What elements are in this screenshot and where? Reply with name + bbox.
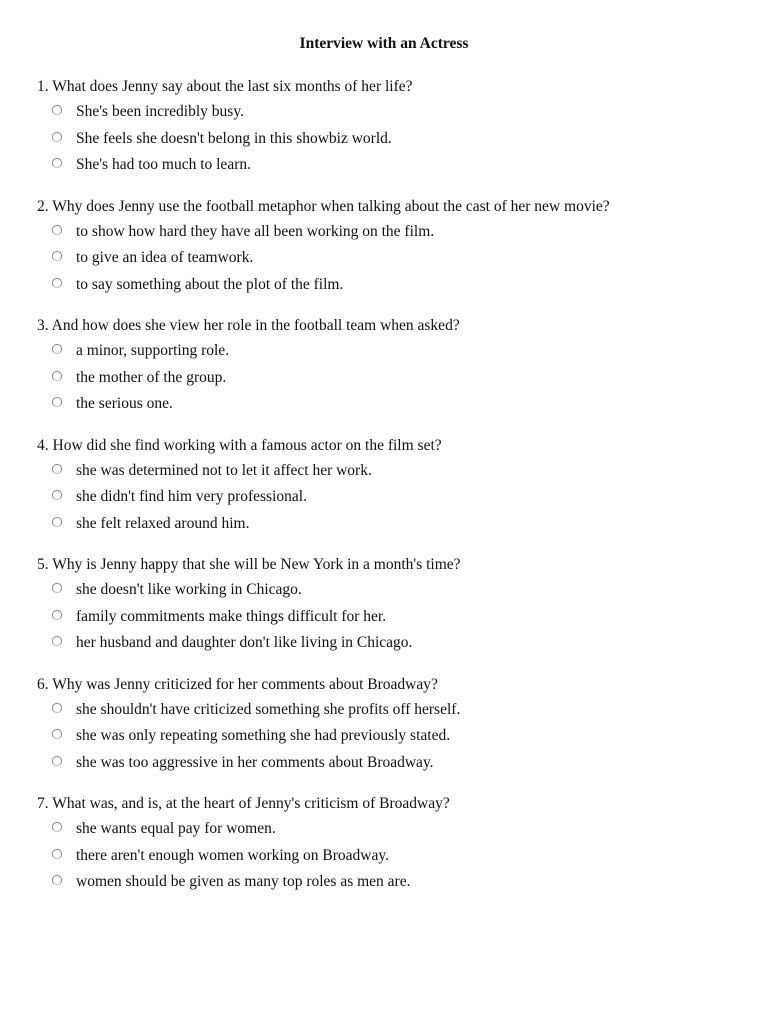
option-label: she doesn't like working in Chicago. <box>76 581 302 598</box>
radio-button-icon[interactable] <box>51 396 63 408</box>
option-label: her husband and daughter don't like living in Chicago. <box>76 634 413 651</box>
option-label: she was too aggressive in her comments about Broadway. <box>76 753 434 771</box>
answer-option[interactable] <box>37 460 737 487</box>
question-text: 7. What was, and is, at the heart of Jenny's criticism of Broadway? <box>37 795 450 812</box>
option-label: She's been incredibly busy. <box>76 103 244 120</box>
radio-button-icon[interactable] <box>51 635 63 647</box>
option-label: to say something about the plot of the film. <box>76 275 344 293</box>
question-text: 5. Why is Jenny happy that she will be New York in a month's time? <box>37 556 461 573</box>
question-3 <box>37 316 737 420</box>
answer-option[interactable] <box>37 818 737 845</box>
radio-button-icon[interactable] <box>51 609 63 621</box>
option-label: the serious one. <box>76 395 173 412</box>
radio-button-icon[interactable] <box>51 489 63 501</box>
radio-button-icon[interactable] <box>51 463 63 475</box>
answer-option[interactable] <box>37 340 737 367</box>
answer-option[interactable] <box>37 367 737 394</box>
answer-option[interactable] <box>37 101 737 128</box>
answer-option[interactable] <box>37 871 737 898</box>
radio-button-icon[interactable] <box>51 874 63 886</box>
answer-option[interactable] <box>37 486 737 513</box>
option-label: she shouldn't have criticized something she profits off herself. <box>76 700 461 718</box>
option-label: she didn't find him very professional. <box>76 488 307 505</box>
option-label: she felt relaxed around him. <box>76 514 250 532</box>
question-5 <box>37 555 737 659</box>
answer-option[interactable] <box>37 247 737 274</box>
option-label: family commitments make things difficult for her. <box>76 607 387 625</box>
question-text: 3. And how does she view her role in the football team when asked? <box>37 317 460 334</box>
radio-button-icon[interactable] <box>51 582 63 594</box>
answer-option[interactable] <box>37 393 737 420</box>
radio-button-icon[interactable] <box>51 370 63 382</box>
answer-option[interactable] <box>37 725 737 752</box>
answer-option[interactable] <box>37 274 737 301</box>
question-7 <box>37 794 737 898</box>
radio-button-icon[interactable] <box>51 848 63 860</box>
option-label: She feels she doesn't belong in this showbiz world. <box>76 129 392 147</box>
option-label: she wants equal pay for women. <box>76 820 276 837</box>
radio-button-icon[interactable] <box>51 702 63 714</box>
option-label: there aren't enough women working on Broadway. <box>76 846 389 864</box>
radio-button-icon[interactable] <box>51 224 63 236</box>
option-label: women should be given as many top roles as men are. <box>76 873 411 890</box>
answer-option[interactable] <box>37 221 737 248</box>
radio-button-icon[interactable] <box>51 728 63 740</box>
radio-button-icon[interactable] <box>51 250 63 262</box>
option-label: She's had too much to learn. <box>76 156 251 173</box>
question-list <box>37 77 737 914</box>
option-label: to show how hard they have all been working on the film. <box>76 222 435 240</box>
answer-option[interactable] <box>37 845 737 872</box>
answer-option[interactable] <box>37 579 737 606</box>
answer-option[interactable] <box>37 128 737 155</box>
question-text: 6. Why was Jenny criticized for her comments about Broadway? <box>37 675 438 693</box>
question-text: 1. What does Jenny say about the last six months of her life? <box>37 78 413 95</box>
radio-button-icon[interactable] <box>51 104 63 116</box>
radio-button-icon[interactable] <box>51 755 63 767</box>
question-2 <box>37 197 737 301</box>
question-6 <box>37 675 737 779</box>
question-text: 2. Why does Jenny use the football metaphor when talking about the cast of her new movie? <box>37 197 610 215</box>
question-1 <box>37 77 737 181</box>
answer-option[interactable] <box>37 699 737 726</box>
option-label: she was only repeating something she had previously stated. <box>76 727 451 744</box>
radio-button-icon[interactable] <box>51 343 63 355</box>
radio-button-icon[interactable] <box>51 157 63 169</box>
radio-button-icon[interactable] <box>51 516 63 528</box>
radio-button-icon[interactable] <box>51 131 63 143</box>
answer-option[interactable] <box>37 606 737 633</box>
radio-button-icon[interactable] <box>51 821 63 833</box>
option-label: to give an idea of teamwork. <box>76 249 254 266</box>
answer-option[interactable] <box>37 632 737 659</box>
radio-button-icon[interactable] <box>51 277 63 289</box>
question-4 <box>37 436 737 540</box>
answer-option[interactable] <box>37 154 737 181</box>
page-title: Interview with an Actress <box>299 35 469 52</box>
option-label: a minor, supporting role. <box>76 342 230 359</box>
question-text: 4. How did she find working with a famous actor on the film set? <box>37 436 442 454</box>
answer-option[interactable] <box>37 513 737 540</box>
option-label: she was determined not to let it affect her work. <box>76 461 372 479</box>
answer-option[interactable] <box>37 752 737 779</box>
option-label: the mother of the group. <box>76 368 227 386</box>
